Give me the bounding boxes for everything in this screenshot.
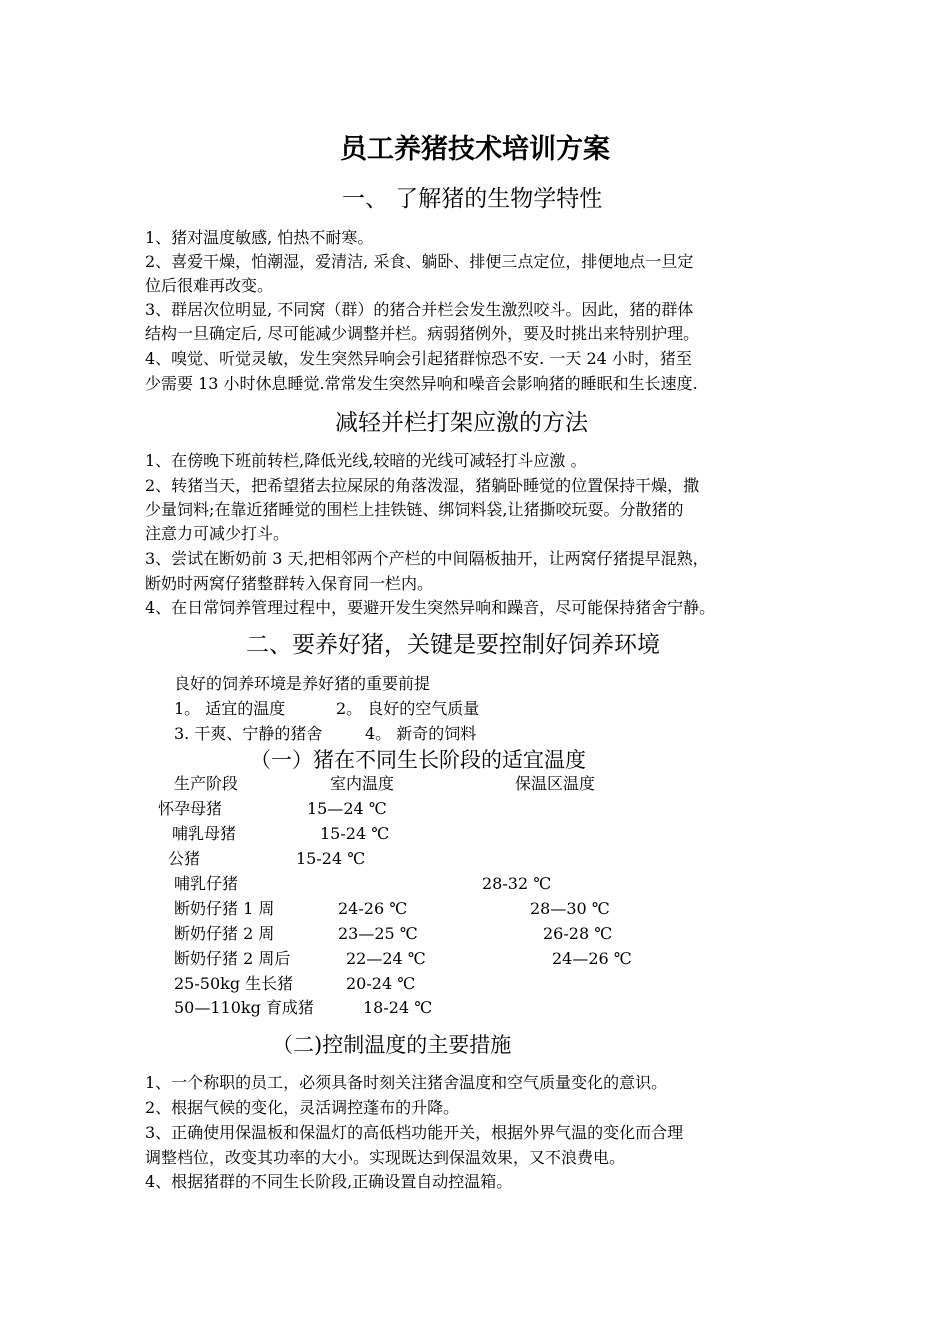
paragraph-line: 少量饲料;在靠近猪睡觉的围栏上挂铁链、绑饲料袋,让猪撕咬玩耍。分散猪的 [145, 500, 684, 519]
section-heading-biology: 一、 了解猪的生物学特性 [342, 186, 603, 212]
table-cell-warm: 24—26 ℃ [552, 949, 632, 968]
paragraph-line: 3、尝试在断奶前 3 天,把相邻两个产栏的中间隔板抽开，让两窝仔猪提早混熟， [145, 549, 709, 568]
paragraph-line: 位后很难再改变。 [145, 276, 274, 295]
column-header-stage: 生产阶段 [174, 774, 239, 793]
table-cell-stage: 断奶仔猪 1 周 [174, 899, 275, 918]
paragraph-line: 2、根据气候的变化，灵活调控蓬布的升降。 [145, 1098, 460, 1117]
table-cell-stage: 怀孕母猪 [158, 799, 223, 818]
column-header-indoor: 室内温度 [330, 774, 395, 793]
paragraph-line: 结构一旦确定后, 尽可能减少调整并栏。病弱猪例外，要及时挑出来特别护理。 [145, 324, 700, 343]
paragraph-line: 3、正确使用保温板和保温灯的高低档功能开关，根据外界气温的变化而合理 [145, 1123, 684, 1142]
document-title: 员工养猪技术培训方案 [340, 134, 610, 165]
table-cell-indoor: 15-24 ℃ [320, 824, 390, 843]
paragraph-line: 3、群居次位明显, 不同窝（群）的猪合并栏会发生激烈咬斗。因此，猪的群体 [145, 300, 694, 319]
section-heading-environment: 二、要养好猪，关键是要控制好饲养环境 [246, 632, 660, 658]
paragraph-line: 2、喜爱干燥，怕潮湿，爱清洁, 采食、躺卧、排便三点定位，排便地点一旦定 [145, 252, 694, 271]
table-cell-stage: 哺乳母猪 [172, 824, 237, 843]
paragraph-line: 1、一个称职的员工，必须具备时刻关注猪舍温度和空气质量变化的意识。 [145, 1073, 668, 1092]
table-cell-stage: 50—110kg 育成猪 [174, 998, 314, 1017]
paragraph-line: 4、根据猪群的不同生长阶段,正确设置自动控温箱。 [145, 1172, 513, 1191]
table-cell-warm: 26-28 ℃ [543, 924, 613, 943]
table-cell-indoor: 22—24 ℃ [346, 949, 426, 968]
section-heading-stress: 减轻并栏打架应激的方法 [335, 410, 588, 436]
list-item: 2。 良好的空气质量 [336, 699, 480, 718]
paragraph-line: 4、嗅觉、听觉灵敏，发生突然异响会引起猪群惊恐不安. 一天 24 小时，猪至 [145, 349, 692, 368]
table-cell-stage: 断奶仔猪 2 周 [174, 924, 275, 943]
paragraph-line: 4、在日常饲养管理过程中，要避开发生突然异响和躁音，尽可能保持猪舍宁静。 [145, 598, 716, 617]
section-heading-measures: （二)控制温度的主要措施 [272, 1033, 512, 1057]
paragraph-line: 调整档位，改变其功率的大小。实现既达到保温效果，又不浪费电。 [145, 1148, 626, 1167]
list-item: 1。 适宜的温度 [174, 699, 286, 718]
paragraph-line: 1、在傍晚下班前转栏,降低光线,较暗的光线可减轻打斗应激 。 [145, 451, 587, 470]
table-cell-indoor: 24-26 ℃ [338, 899, 408, 918]
paragraph-line: 2、转猪当天，把希望猪去拉屎尿的角落泼湿，猪躺卧睡觉的位置保持干燥，撒 [145, 476, 700, 495]
list-item: 4。 新奇的饲料 [365, 724, 477, 743]
list-item: 3. 干爽、宁静的猪舍 [174, 724, 323, 743]
table-cell-stage: 断奶仔猪 2 周后 [174, 949, 291, 968]
paragraph-line: 1、猪对温度敏感, 怕热不耐寒。 [145, 228, 374, 247]
table-cell-warm: 28—30 ℃ [530, 899, 610, 918]
table-cell-indoor: 20-24 ℃ [346, 974, 416, 993]
column-header-warm: 保温区温度 [515, 774, 596, 793]
paragraph-line: 注意力可减少打斗。 [145, 524, 290, 543]
table-cell-stage: 公猪 [168, 849, 201, 868]
table-cell-stage: 哺乳仔猪 [174, 874, 239, 893]
table-cell-warm: 28-32 ℃ [482, 874, 552, 893]
paragraph-line: 少需要 13 小时休息睡觉.常常发生突然异响和噪音会影响猪的睡眠和生长速度. [145, 374, 698, 393]
table-cell-indoor: 23—25 ℃ [338, 924, 418, 943]
table-cell-indoor: 18-24 ℃ [363, 998, 433, 1017]
table-heading: （一）猪在不同生长阶段的适宜温度 [250, 748, 586, 772]
table-cell-indoor: 15-24 ℃ [296, 849, 366, 868]
intro-line: 良好的饲养环境是养好猪的重要前提 [174, 674, 431, 693]
table-cell-indoor: 15—24 ℃ [307, 799, 387, 818]
table-cell-stage: 25-50kg 生长猪 [174, 974, 294, 993]
paragraph-line: 断奶时两窝仔猪整群转入保育同一栏内。 [145, 574, 434, 593]
